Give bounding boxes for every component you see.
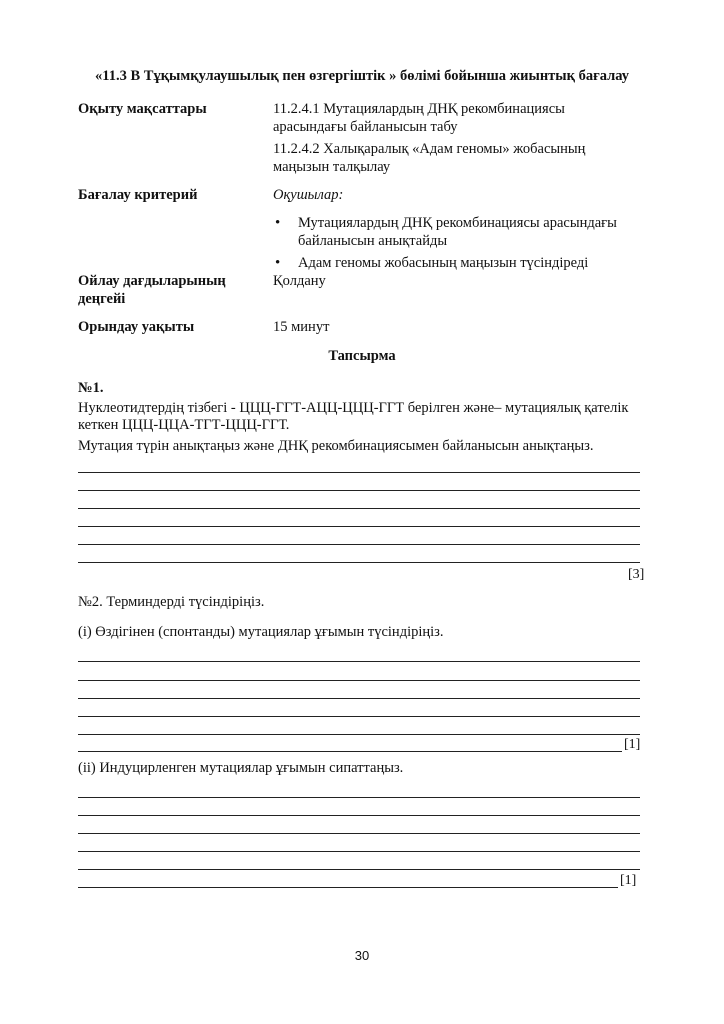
task1-question: Мутация түрін анықтаңыз және ДНҚ рекомбинациясымен байланысын анықтаңыз. <box>78 438 594 454</box>
answer-line[interactable] <box>78 833 640 834</box>
task2-q1-mark: [1] <box>624 737 641 752</box>
answer-line[interactable] <box>78 698 640 699</box>
answer-line[interactable] <box>78 526 640 527</box>
answer-line[interactable] <box>78 716 640 717</box>
task2-q2: (ii) Индуцирленген мутациялар ұғымын сипаттаңыз. <box>78 760 404 776</box>
time-label: Орындау уақыты <box>78 319 195 335</box>
criteria-item: • Адам геномы жобасының маңызын түсіндіреді <box>273 254 633 272</box>
objective-2: 11.2.4.2 Халықаралық «Адам геномы» жобасының маңызын талқылау <box>273 141 586 175</box>
criteria-item: • Мутациялардың ДНҚ рекомбинациясы арасындағы байланысын анықтайды <box>273 214 633 250</box>
answer-line[interactable] <box>78 661 640 662</box>
answer-line[interactable] <box>78 490 640 491</box>
answer-line[interactable] <box>78 751 622 752</box>
criteria-label: Бағалау критерий <box>78 187 198 203</box>
objectives-label: Оқыту мақсаттары <box>78 101 207 117</box>
task1-mark: [3] <box>628 567 645 582</box>
page-title: «11.3 В Тұқымқулаушылық пен өзгергіштік » бөлімі бойынша жиынтық бағалау <box>95 68 629 84</box>
answer-line[interactable] <box>78 508 640 509</box>
task1-text: Нуклеотидтердің тізбегі - ЦЦЦ-ГГТ-АЦЦ-ЦЦЦ-ГГТ берілген және– мутациялық қателік кеткен ЦЦЦ-ЦЦА-ТГТ-ЦЦЦ-ГГТ. <box>78 400 629 433</box>
task2-q1: (i) Өздігінен (спонтанды) мутациялар ұғымын түсіндіріңіз. <box>78 624 444 640</box>
objective-1: 11.2.4.1 Мутациялардың ДНҚ рекомбинациясы арасындағы байланысын табу <box>273 101 565 135</box>
task2-q2-mark: [1] <box>620 873 637 888</box>
thinking-value: Қолдану <box>273 273 326 289</box>
answer-line[interactable] <box>78 562 640 563</box>
answer-line[interactable] <box>78 815 640 816</box>
answer-line[interactable] <box>78 472 640 473</box>
criteria-list <box>273 214 633 276</box>
task-title: Тапсырма <box>328 348 396 364</box>
task2-heading: №2. Терминдерді түсіндіріңіз. <box>78 594 265 610</box>
answer-line[interactable] <box>78 797 640 798</box>
answer-line[interactable] <box>78 851 640 852</box>
task1-number: №1. <box>78 380 104 396</box>
answer-line[interactable] <box>78 544 640 545</box>
answer-line[interactable] <box>78 734 640 735</box>
page-number: 30 <box>354 948 370 963</box>
answer-line[interactable] <box>78 680 640 681</box>
thinking-label: Ойлау дағдыларының деңгейі <box>78 273 226 307</box>
answer-line[interactable] <box>78 869 640 870</box>
criteria-intro: Оқушылар: <box>273 187 344 203</box>
answer-line[interactable] <box>78 887 618 888</box>
time-value: 15 минут <box>273 319 330 335</box>
